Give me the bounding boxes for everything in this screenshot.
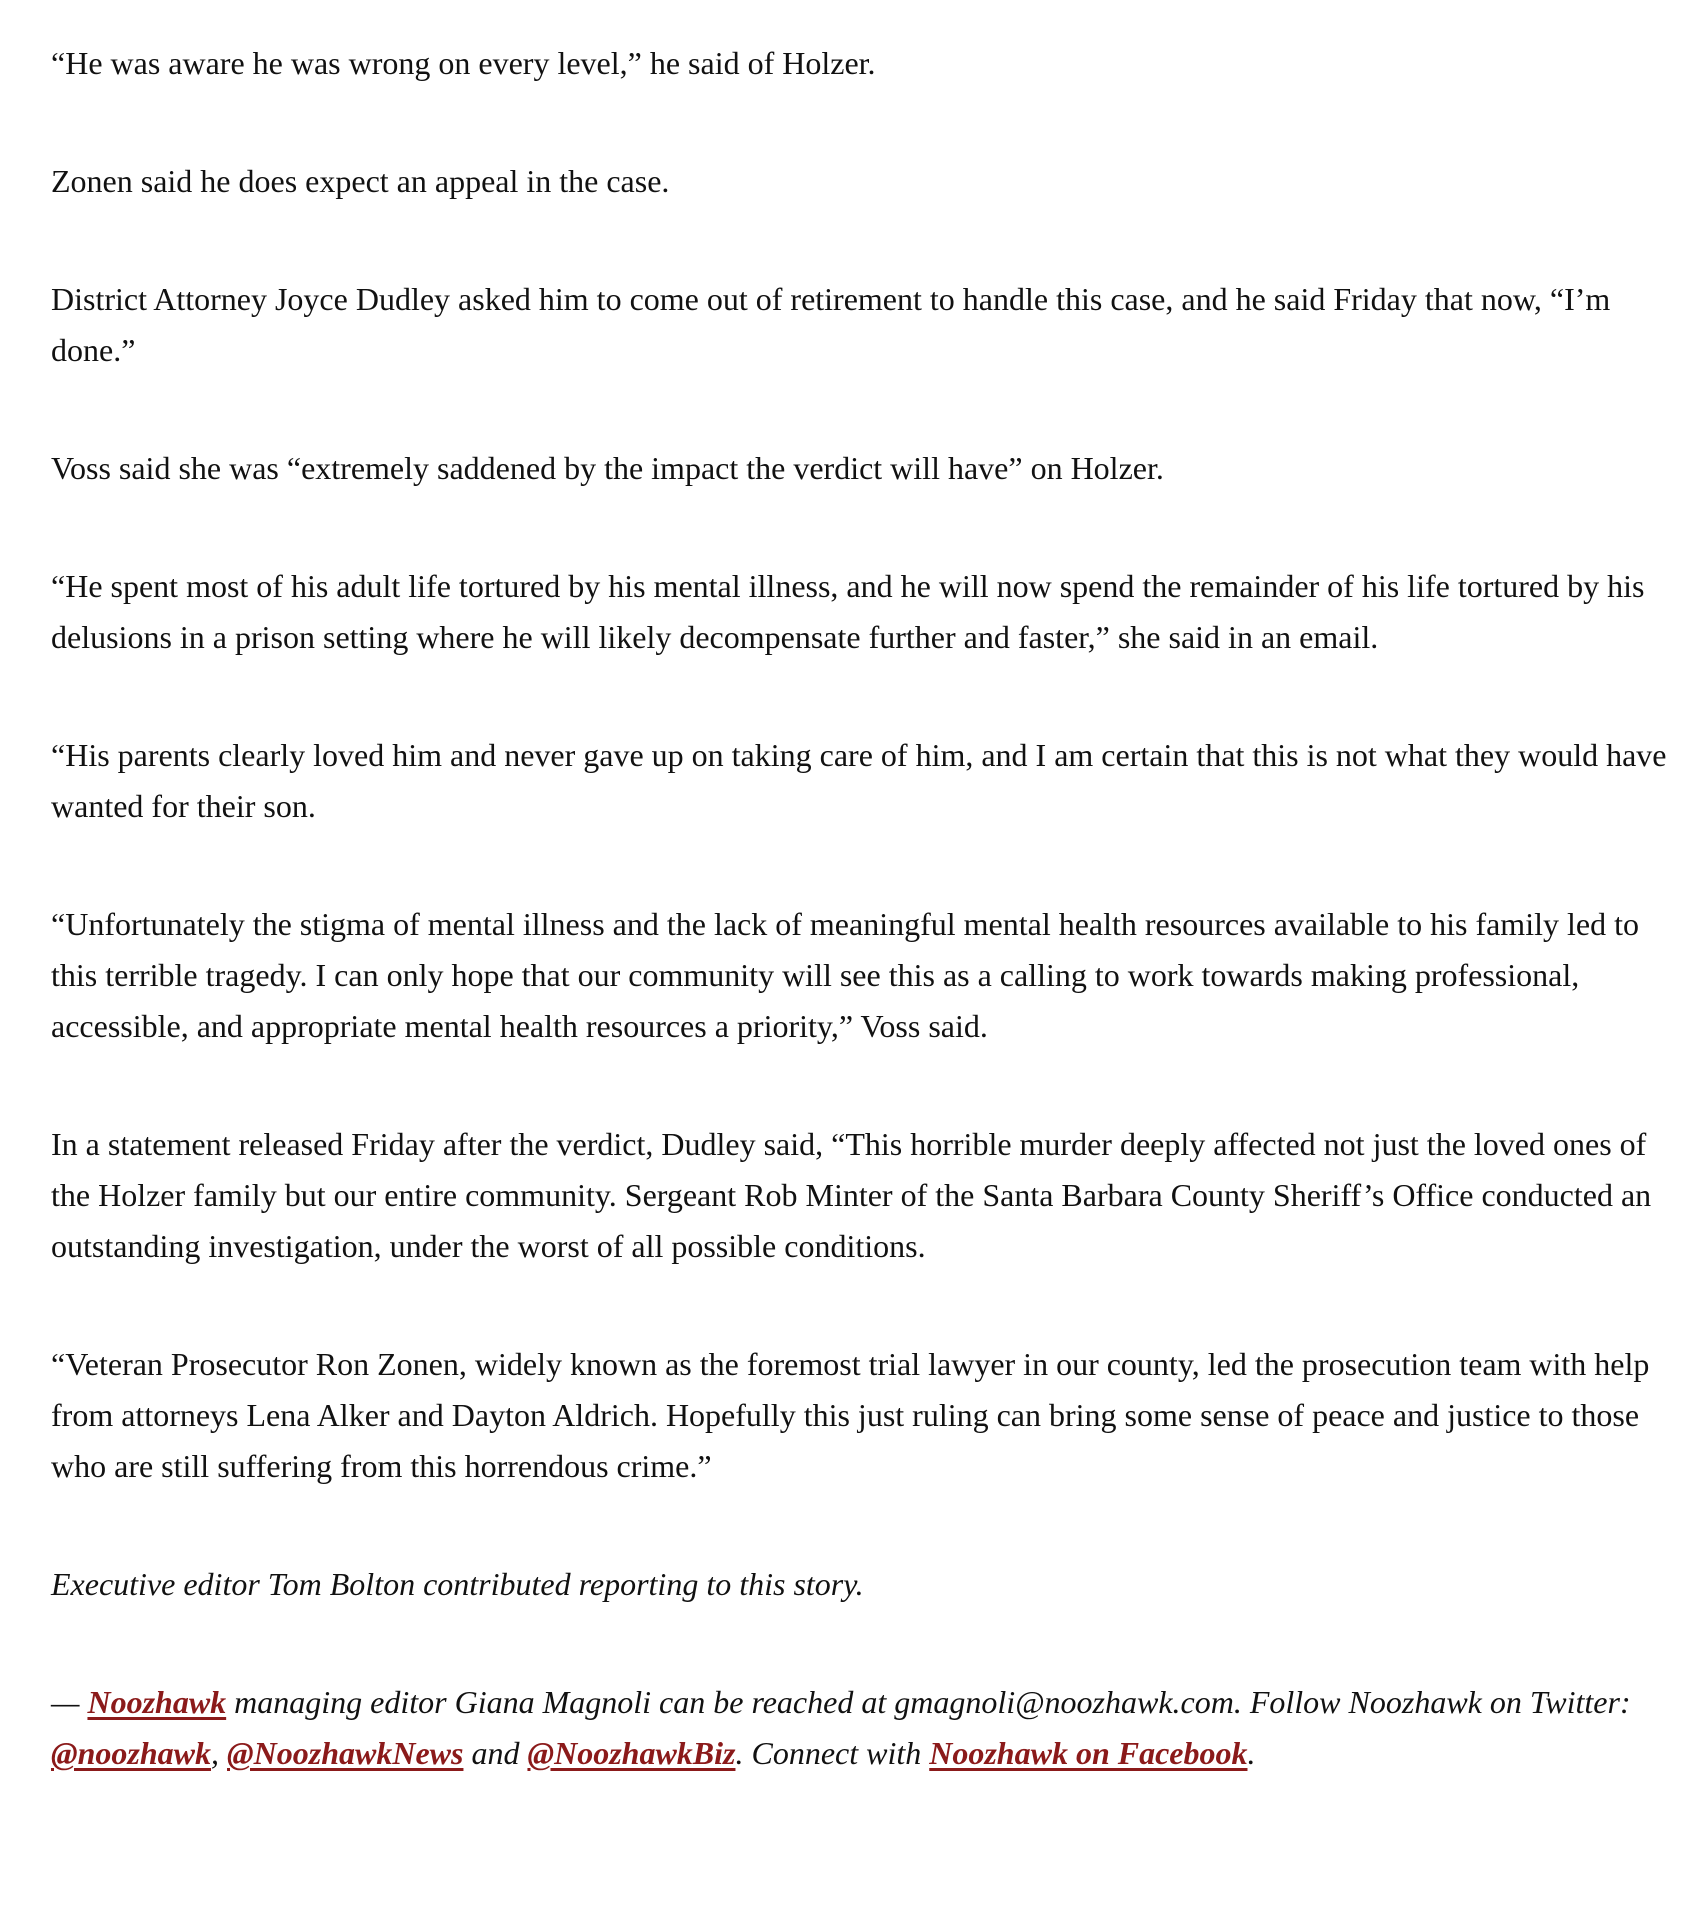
paragraph: In a statement released Friday after the verdict, Dudley said, “This horrible murder deeply affected not just the loved ones of the Holzer family but our entire community. Sergeant Rob Minter of the Santa Barbara County Sheriff’s Office conducted an outstanding investigation, under the worst of all possible conditions. — [51, 1126, 1652, 1264]
footer-end: . — [1247, 1735, 1256, 1771]
author-footer — [51, 1677, 1671, 1779]
twitter-noozhawk-link[interactable]: @noozhawk — [51, 1735, 212, 1771]
reporting-credit: Executive editor Tom Bolton contributed reporting to this story. — [51, 1566, 864, 1602]
paragraph: Voss said she was “extremely saddened by the impact the verdict will have” on Holzer. — [51, 450, 1164, 486]
footer-separator: and — [463, 1735, 528, 1771]
footer-text: . Connect with — [735, 1735, 930, 1771]
twitter-noozhawknews-link[interactable]: @NoozhawkNews — [227, 1735, 464, 1771]
twitter-noozhawkbiz-link[interactable]: @NoozhawkBiz — [527, 1735, 736, 1771]
noozhawk-link[interactable]: Noozhawk — [87, 1684, 227, 1720]
paragraph: District Attorney Joyce Dudley asked him to come out of retirement to handle this case, and he said Friday that now, “I’m done.” — [51, 281, 1611, 368]
facebook-link[interactable]: Noozhawk on Facebook — [929, 1735, 1248, 1771]
footer-text: managing editor Giana Magnoli can be reached at gmagnoli@noozhawk.com. Follow Noozhawk on Twitter: — [226, 1684, 1631, 1720]
footer-dash: — — [51, 1684, 88, 1720]
paragraph: “Veteran Prosecutor Ron Zonen, widely known as the foremost trial lawyer in our county, led the prosecution team with help from attorneys Lena Alker and Dayton Aldrich. Hopefully this just ruling can bring some sense of peace and justice to those who are still suffering from this horrendous crime.” — [51, 1346, 1650, 1484]
article-body — [51, 38, 1671, 1779]
paragraph: “Unfortunately the stigma of mental illness and the lack of meaningful mental health resources available to his family led to this terrible tragedy. I can only hope that our community will see this as a calling to work towards making professional, accessible, and appropriate mental health resources a priority,” Voss said. — [51, 906, 1639, 1044]
paragraph: “His parents clearly loved him and never gave up on taking care of him, and I am certain that this is not what they would have wanted for their son. — [51, 737, 1667, 824]
footer-separator: , — [211, 1735, 228, 1771]
paragraph: “He spent most of his adult life tortured by his mental illness, and he will now spend the remainder of his life tortured by his delusions in a prison setting where he will likely decompensate further and faster,” she said in an email. — [51, 568, 1645, 655]
paragraph: Zonen said he does expect an appeal in the case. — [51, 163, 670, 199]
paragraph: “He was aware he was wrong on every level,” he said of Holzer. — [51, 45, 876, 81]
